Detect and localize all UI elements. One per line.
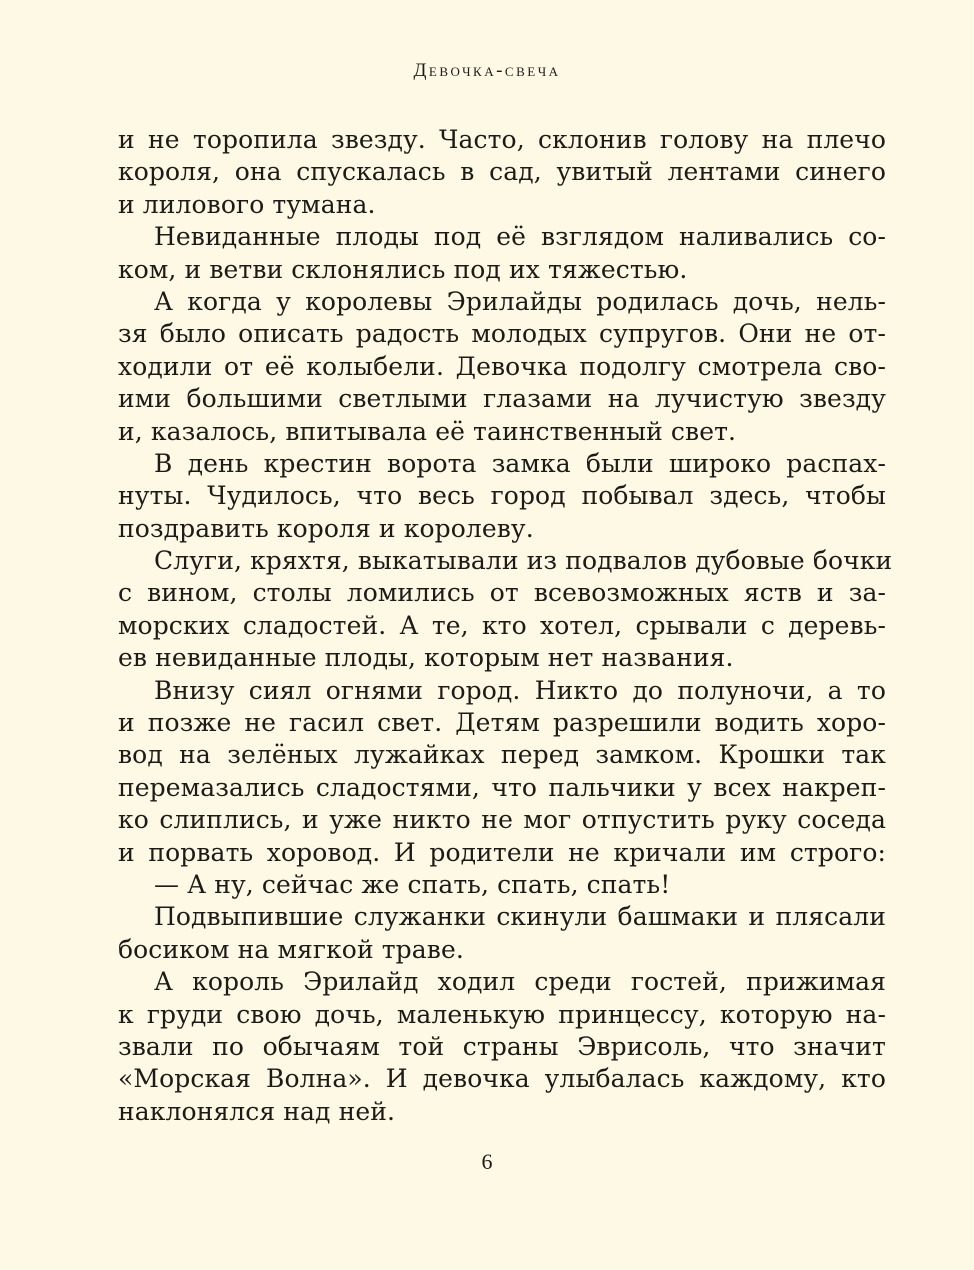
text-line: А когда у королевы Эрилайды родилась дочь, нель-: [154, 286, 886, 316]
running-head: Девочка-свеча: [413, 60, 561, 81]
text-line: и порвать хоровод. И родители не кричали им строго:: [118, 837, 886, 867]
body-text: [118, 124, 893, 1128]
text-line: Внизу сиял огнями город. Никто до полуночи, а то: [154, 675, 886, 705]
text-line: — А ну, сейчас же спать, спать, спать!: [154, 869, 671, 899]
text-line: ходили от её колыбели. Девочка подолгу смотрела сво-: [118, 351, 886, 381]
text-line: ком, и ветви склонялись под их тяжестью.: [118, 254, 688, 284]
text-line: звали по обычаям той страны Эврисоль, что значит: [118, 1031, 886, 1061]
text-line: нуты. Чудилось, что весь город побывал здесь, чтобы: [118, 481, 886, 511]
text-line: Невиданные плоды под её взглядом наливались со-: [154, 222, 886, 252]
text-line: А король Эрилайд ходил среди гостей, прижимая: [154, 967, 886, 997]
text-line: ими большими светлыми глазами на лучистую звезду: [118, 384, 886, 414]
text-line: и позже не гасил свет. Детям разрешили водить хоро-: [118, 708, 886, 738]
text-line: к груди свою дочь, маленькую принцессу, которую на-: [118, 999, 886, 1029]
text-line: наклонялся над ней.: [118, 1096, 396, 1126]
text-line: и не торопила звезду. Часто, склонив голову на плечо: [118, 125, 886, 154]
text-line: ев невиданные плоды, которым нет названия.: [118, 643, 734, 673]
text-line: поздравить короля и королеву.: [118, 513, 534, 543]
text-line: с вином, столы ломились от всевозможных яств и за-: [118, 578, 886, 608]
text-line: «Морская Волна». И девочка улыбалась каждому, кто: [118, 1064, 886, 1094]
text-line: В день крестин ворота замка были широко распах-: [154, 448, 886, 478]
text-line: босиком на мягкой траве.: [118, 934, 464, 964]
text-line: Слуги, кряхтя, выкатывали из подвалов дубовые бочки: [154, 546, 893, 576]
text-line: морских сладостей. А те, кто хотел, срывали с деревь-: [118, 610, 886, 640]
page-number: 6: [481, 1149, 493, 1174]
text-line: Подвыпившие служанки скинули башмаки и плясали: [154, 902, 886, 932]
text-line: вод на зелёных лужайках перед замком. Крошки так: [118, 740, 886, 770]
text-line: зя было описать радость молодых супругов. Они не от-: [118, 319, 886, 349]
text-line: перемазались сладостями, что пальчики у всех накреп-: [118, 772, 886, 802]
text-line: и лилового тумана.: [118, 189, 376, 219]
text-line: ко слиплись, и уже никто не мог отпустить руку соседа: [118, 805, 886, 835]
text-line: и, казалось, впитывала её таинственный свет.: [118, 416, 737, 446]
text-line: короля, она спускалась в сад, увитый лентами синего: [118, 157, 886, 187]
